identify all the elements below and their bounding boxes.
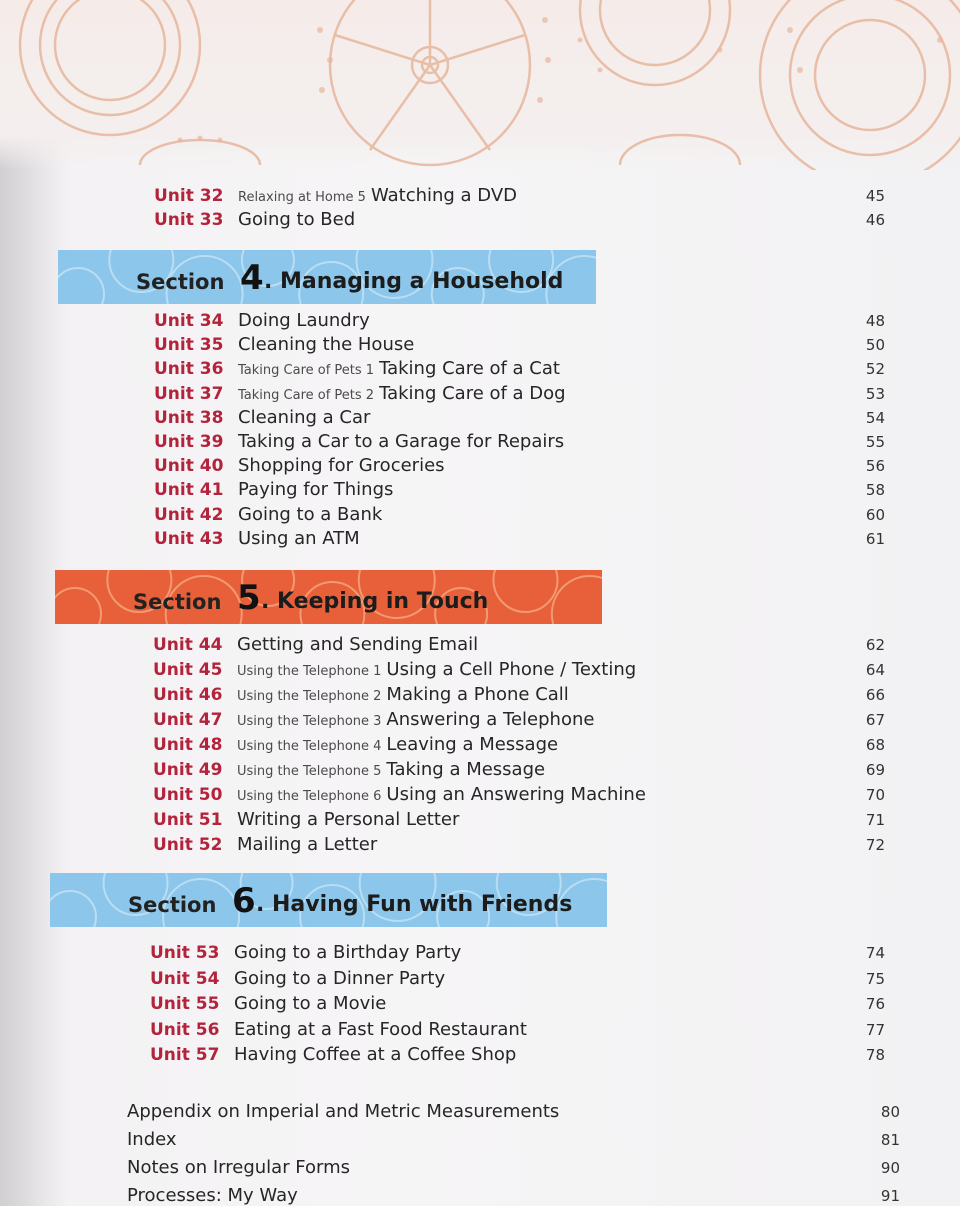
page-number: 70 <box>865 786 885 804</box>
unit-title-text: Taking Care of a Dog <box>379 382 566 404</box>
unit-number: Unit 50 <box>153 785 223 805</box>
appendix-entry[interactable] <box>127 1127 900 1153</box>
appendix-entry[interactable] <box>127 1099 900 1125</box>
unit-title <box>237 808 459 832</box>
appendix-title: Index <box>127 1129 177 1150</box>
unit-title <box>237 783 646 809</box>
unit-subtopic: Using the Telephone 1 <box>237 664 382 679</box>
toc-entry[interactable] <box>154 527 885 551</box>
section-banner <box>55 570 602 624</box>
section-label: Section <box>136 270 225 294</box>
appendix-entry[interactable] <box>127 1183 900 1206</box>
unit-subtopic: Using the Telephone 4 <box>237 739 382 754</box>
unit-title <box>237 683 569 709</box>
section-number: 6 <box>232 881 256 921</box>
page-number: 67 <box>865 711 885 729</box>
decorative-header-art <box>0 0 960 170</box>
toc-entry[interactable] <box>154 309 885 333</box>
unit-title <box>238 208 355 232</box>
unit-number: Unit 41 <box>154 480 224 501</box>
page-number: 60 <box>865 505 885 524</box>
page-number: 68 <box>865 736 885 754</box>
section-banner <box>50 873 607 927</box>
unit-title <box>238 478 393 502</box>
unit-title <box>238 357 560 383</box>
page-number: 55 <box>865 433 885 451</box>
toc-entry[interactable] <box>153 758 885 782</box>
toc-entry[interactable] <box>153 658 885 682</box>
unit-title-text: Using an Answering Machine <box>386 784 646 805</box>
unit-title-text: Using a Cell Phone / Texting <box>386 659 637 680</box>
page-number: 58 <box>865 481 885 500</box>
unit-title-text: Shopping for Groceries <box>238 455 445 477</box>
unit-title <box>234 967 445 991</box>
unit-number: Unit 37 <box>154 383 224 404</box>
unit-number: Unit 32 <box>154 186 224 206</box>
unit-title-text: Taking Care of a Cat <box>379 358 560 380</box>
page-number: 45 <box>865 187 885 205</box>
unit-title-text: Eating at a Fast Food Restaurant <box>234 1018 527 1040</box>
unit-number: Unit 57 <box>150 1045 220 1065</box>
unit-title-text: Writing a Personal Letter <box>237 809 460 830</box>
page-number: 46 <box>865 211 885 229</box>
unit-number: Unit 48 <box>153 735 223 755</box>
unit-title-text: Doing Laundry <box>238 310 370 331</box>
unit-subtopic: Taking Care of Pets 2 <box>238 387 375 403</box>
unit-title <box>238 333 414 357</box>
unit-title <box>238 454 445 478</box>
unit-title-text: Taking a Car to a Garage for Repairs <box>238 431 565 452</box>
unit-number: Unit 45 <box>153 660 223 680</box>
unit-title <box>234 992 386 1016</box>
unit-title-text: Going to a Bank <box>238 503 383 525</box>
page-number: 80 <box>880 1103 900 1121</box>
unit-subtopic: Using the Telephone 3 <box>237 714 382 729</box>
toc-entry[interactable] <box>154 208 885 232</box>
unit-subtopic: Relaxing at Home 5 <box>238 190 366 205</box>
unit-number: Unit 39 <box>154 432 224 452</box>
page-number: 90 <box>880 1159 900 1177</box>
toc-entry[interactable] <box>154 503 885 527</box>
unit-title-text: Cleaning the House <box>238 334 415 356</box>
unit-subtopic: Using the Telephone 6 <box>237 789 382 804</box>
appendix-title: Notes on Irregular Forms <box>127 1157 351 1178</box>
section-banner <box>58 250 596 304</box>
unit-number: Unit 43 <box>154 528 224 549</box>
unit-title-text: Answering a Telephone <box>386 709 595 730</box>
page-number: 71 <box>865 811 885 829</box>
unit-title <box>234 941 461 965</box>
page-number: 50 <box>865 336 885 355</box>
toc-entry[interactable] <box>150 1018 885 1042</box>
unit-number: Unit 33 <box>154 210 224 230</box>
toc-entry[interactable] <box>150 941 885 965</box>
toc-entry[interactable] <box>153 683 885 707</box>
unit-subtopic: Using the Telephone 5 <box>237 764 382 779</box>
appendix-title: Processes: My Way <box>127 1185 298 1206</box>
unit-title-text: Cleaning a Car <box>238 406 371 428</box>
unit-title-text: Going to a Movie <box>234 993 387 1014</box>
unit-subtopic: Using the Telephone 2 <box>237 689 382 704</box>
unit-number: Unit 44 <box>153 635 223 655</box>
section-title: . Keeping in Touch <box>261 589 489 614</box>
page-number: 61 <box>865 529 885 548</box>
unit-title <box>237 833 377 857</box>
unit-title <box>234 1018 527 1042</box>
toc-entry[interactable] <box>154 333 885 357</box>
unit-number: Unit 46 <box>153 685 223 705</box>
toc-entry[interactable] <box>153 633 885 657</box>
page-number: 69 <box>865 761 885 779</box>
unit-title-text: Leaving a Message <box>386 734 559 755</box>
unit-title-text: Making a Phone Call <box>386 684 569 705</box>
unit-number: Unit 53 <box>150 943 220 963</box>
unit-number: Unit 40 <box>154 456 224 477</box>
toc-entry[interactable] <box>154 478 885 502</box>
toc-entry[interactable] <box>153 833 885 857</box>
toc-entry[interactable] <box>154 357 885 381</box>
page-number: 54 <box>865 408 885 427</box>
unit-title <box>238 382 566 408</box>
page-number: 74 <box>865 944 885 962</box>
page-number: 91 <box>880 1187 900 1205</box>
unit-title-text: Watching a DVD <box>370 185 518 206</box>
unit-number: Unit 56 <box>150 1019 220 1040</box>
unit-number: Unit 36 <box>154 359 224 380</box>
toc-entry[interactable] <box>154 454 885 478</box>
unit-title <box>238 503 382 527</box>
unit-title <box>237 733 558 759</box>
unit-title <box>238 184 517 210</box>
gear-pattern-icon <box>0 0 960 170</box>
page-number: 52 <box>865 360 885 379</box>
unit-title-text: Having Coffee at a Coffee Shop <box>234 1044 517 1065</box>
toc-entry[interactable] <box>150 992 885 1016</box>
unit-number: Unit 47 <box>153 710 223 730</box>
unit-title-text: Taking a Message <box>386 759 546 780</box>
unit-number: Unit 54 <box>150 968 220 989</box>
unit-number: Unit 49 <box>153 760 223 780</box>
toc-entry[interactable] <box>154 382 885 406</box>
unit-title-text: Using an ATM <box>238 527 360 549</box>
toc-entry[interactable] <box>153 733 885 757</box>
toc-entry[interactable] <box>154 406 885 430</box>
unit-title <box>237 708 594 734</box>
section-number: 5 <box>237 578 261 618</box>
unit-number: Unit 34 <box>154 311 224 331</box>
unit-number: Unit 52 <box>153 835 223 855</box>
section-number: 4 <box>240 258 264 298</box>
unit-title <box>238 430 564 454</box>
page-number: 75 <box>865 969 885 988</box>
unit-number: Unit 38 <box>154 407 224 428</box>
unit-title <box>234 1043 516 1067</box>
page-number: 48 <box>865 312 885 330</box>
toc-entry[interactable] <box>153 808 885 832</box>
section-label: Section <box>133 590 222 614</box>
unit-number: Unit 51 <box>153 810 223 830</box>
page-number: 77 <box>865 1020 885 1039</box>
unit-title-text: Paying for Things <box>238 479 394 501</box>
unit-number: Unit 35 <box>154 335 224 356</box>
page-number: 66 <box>865 686 885 704</box>
unit-number: Unit 55 <box>150 994 220 1014</box>
section-title: . Having Fun with Friends <box>256 892 573 917</box>
page-number: 72 <box>865 836 885 854</box>
section-title: . Managing a Household <box>264 269 564 294</box>
toc-entry[interactable] <box>150 967 885 991</box>
unit-title <box>238 527 360 551</box>
page-number: 76 <box>865 995 885 1013</box>
page-number: 62 <box>865 636 885 654</box>
appendix-entry[interactable] <box>127 1155 900 1181</box>
unit-title <box>237 658 636 684</box>
unit-title <box>238 406 370 430</box>
unit-title-text: Getting and Sending Email <box>237 634 479 655</box>
toc-entry[interactable] <box>153 708 885 732</box>
section-label: Section <box>128 893 217 917</box>
page-number: 78 <box>865 1046 885 1064</box>
page-number: 56 <box>865 457 885 476</box>
toc-entry[interactable] <box>154 184 885 208</box>
unit-title-text: Mailing a Letter <box>237 834 378 855</box>
toc-entry[interactable] <box>153 783 885 807</box>
unit-title-text: Going to Bed <box>238 209 356 230</box>
toc-entry[interactable] <box>154 430 885 454</box>
unit-title <box>237 758 545 784</box>
toc-entry[interactable] <box>150 1043 885 1067</box>
unit-title-text: Going to a Birthday Party <box>234 942 462 963</box>
page-number: 53 <box>865 384 885 403</box>
appendix-title: Appendix on Imperial and Metric Measurements <box>127 1101 560 1122</box>
unit-title <box>238 309 370 333</box>
page-number: 81 <box>880 1131 900 1149</box>
unit-number: Unit 42 <box>154 504 224 525</box>
unit-subtopic: Taking Care of Pets 1 <box>238 363 375 379</box>
page-number: 64 <box>865 661 885 679</box>
unit-title <box>237 633 478 657</box>
unit-title-text: Going to a Dinner Party <box>234 967 446 989</box>
